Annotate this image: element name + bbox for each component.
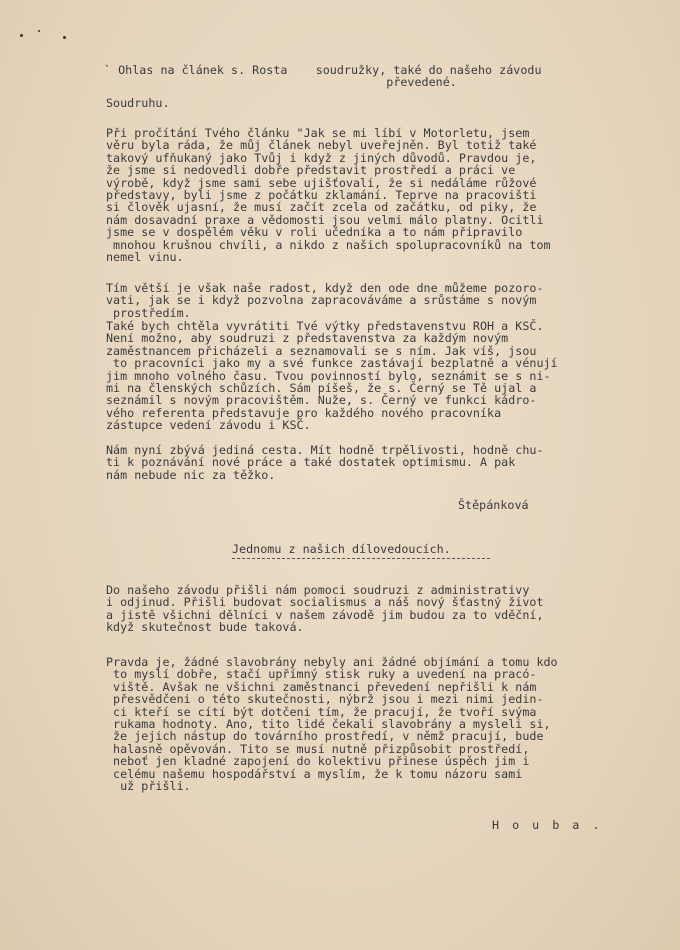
text-line: prostředím. bbox=[106, 305, 191, 320]
text-line: vého referenta představuje pro každého nového pracovníka bbox=[106, 405, 502, 420]
text-line: Pravda je, žádné slavobrány nebyly ani žádné objímání a tomu kdo bbox=[106, 655, 558, 669]
text-line: neboť jen kladné zapojení do kolektivu přinese úspěch jim i bbox=[106, 754, 530, 769]
text-line: ti k poznávání nové práce a také dostatek optimismu. A pak bbox=[106, 455, 516, 470]
letter2-paragraph-2 bbox=[106, 656, 558, 792]
text-line: že jejich nástup do továrního prostředí, v němž pracují, bude bbox=[106, 729, 544, 744]
text-line: halasně opěvován. Tito se musí nutně přizpůsobit prostředí, bbox=[106, 741, 530, 756]
text-line: přesvědčeni o této skutečnosti, nýbrž jsou i mezi nimi jedin- bbox=[106, 692, 544, 707]
text-line: Nám nyní zbývá jediná cesta. Mít hodně trpělivosti, hodně chu- bbox=[106, 443, 544, 457]
letter2-signature: H o u b a . bbox=[492, 818, 603, 832]
text-line: nemel vinu. bbox=[106, 250, 184, 265]
text-line: ci kteří se cítí být dotčeni tím, že pracují, že tvoří svýma bbox=[106, 704, 537, 719]
letter1-paragraph-2 bbox=[106, 282, 544, 319]
text-line: vati, jak se i když pozvolna zapracováváme a srůstáme s novým bbox=[106, 293, 537, 308]
text-line: Při pročítání Tvého článku "Jak se mi líbí v Motorletu, jsem bbox=[106, 126, 530, 140]
text-line: Není možno, aby soudruzi z představenstva za každým novým bbox=[106, 331, 509, 346]
text-line: věru byla ráda, že můj článek nebyl uveřejněn. Byl totiž také bbox=[106, 138, 537, 153]
text-line: rukama hodnoty. Ano, tito lidé čekali slavobrány a mysleli si, bbox=[106, 717, 551, 732]
letter2-title: Jednomu z našich dílovedoucích. bbox=[232, 542, 451, 556]
text-line: zástupce vedení závodu i KSČ. bbox=[106, 418, 311, 433]
text-line: nám nebude nic za těžko. bbox=[106, 467, 276, 482]
text-line: že jsme si nedovedli dobře představit prostředí a práci ve bbox=[106, 163, 516, 178]
text-line: jim mnoho volného času. Tvou povinností bylo, seznámit se s ni- bbox=[106, 368, 551, 383]
text-line: Tím větší je však naše radost, když den ode dne můžeme pozoro- bbox=[106, 281, 544, 295]
text-line: Do našeho závodu přišli nám pomoci soudruzi z administrativy bbox=[106, 583, 530, 597]
text-line: výrobě, když jsme sami sebe ujišťovali, že si nedáláme růžové bbox=[106, 175, 537, 190]
text-line: Také bych chtěla vyvrátiti Tvé výtky představenstvu ROH a KSČ. bbox=[106, 319, 544, 333]
text-line: viště. Avšak ne všichni zaměstnanci převedení nepřišli k nám bbox=[106, 679, 537, 694]
text-line: a jistě všichni dělníci v našem závodě jim budou za to vděční, bbox=[106, 607, 544, 622]
letter1-greeting: Soudruhu. bbox=[106, 96, 170, 110]
text-line: zaměstnancem přicházeli a seznamovali se s ním. Jak víš, jsou bbox=[106, 343, 537, 358]
title-underline bbox=[232, 558, 490, 559]
text-line: jsme se v dospělém věku v roli učedníka a to nám připravilo bbox=[106, 225, 523, 240]
text-line: si člověk ujasní, že musí začít zcela od začátku, od piky, že bbox=[106, 200, 537, 215]
ink-speck bbox=[63, 36, 66, 39]
text-line: to pracovníci jako my a své funkce zastávají bezplatně a vénují bbox=[106, 356, 558, 371]
text-line: mi na členských schůzích. Sám píšeš, že s. Černý se Tě ujal a bbox=[106, 381, 537, 396]
text-line: to myslí dobře, stačí upřímný stisk ruky a uvedení na pracó- bbox=[106, 667, 537, 682]
text-line: seznámil s novým pracovištěm. Nuže, s. Černý ve funkci kádro- bbox=[106, 393, 537, 408]
letter1-header bbox=[104, 64, 542, 89]
ink-speck bbox=[38, 30, 40, 32]
letter1-signature: Štěpánková bbox=[458, 498, 529, 512]
text-line: už přišli. bbox=[106, 779, 191, 794]
header-line: převedené. bbox=[104, 75, 457, 90]
header-line: ` Ohlas na článek s. Rosta soudružky, také do našeho závodu bbox=[104, 63, 542, 77]
text-line: když skutečnost bude taková. bbox=[106, 620, 304, 635]
text-line: mnohou krušnou chvíli, a nikdo z našich spolupracovníků na tom bbox=[106, 237, 551, 252]
text-line: představy, byli jsme z počátku zklamání. Teprve na pracovišti bbox=[106, 188, 537, 203]
letter2-paragraph-1 bbox=[106, 584, 544, 634]
text-line: i odjinud. Přišli budovat socialismus a náš nový šťastný život bbox=[106, 595, 544, 610]
letter1-paragraph-1 bbox=[106, 127, 551, 263]
text-line: takový ufňukaný jako Tvůj i když z jiných důvodů. Pravdou je, bbox=[106, 150, 537, 165]
ink-speck bbox=[20, 34, 23, 37]
letter1-paragraph-3 bbox=[106, 320, 558, 432]
text-line: celému našemu hospodářství a myslím, že k tomu názoru sami bbox=[106, 766, 523, 781]
letter1-paragraph-4 bbox=[106, 444, 544, 481]
text-line: nám dosavadní praxe a vědomosti jsou velmi málo platny. Ocitli bbox=[106, 212, 544, 227]
